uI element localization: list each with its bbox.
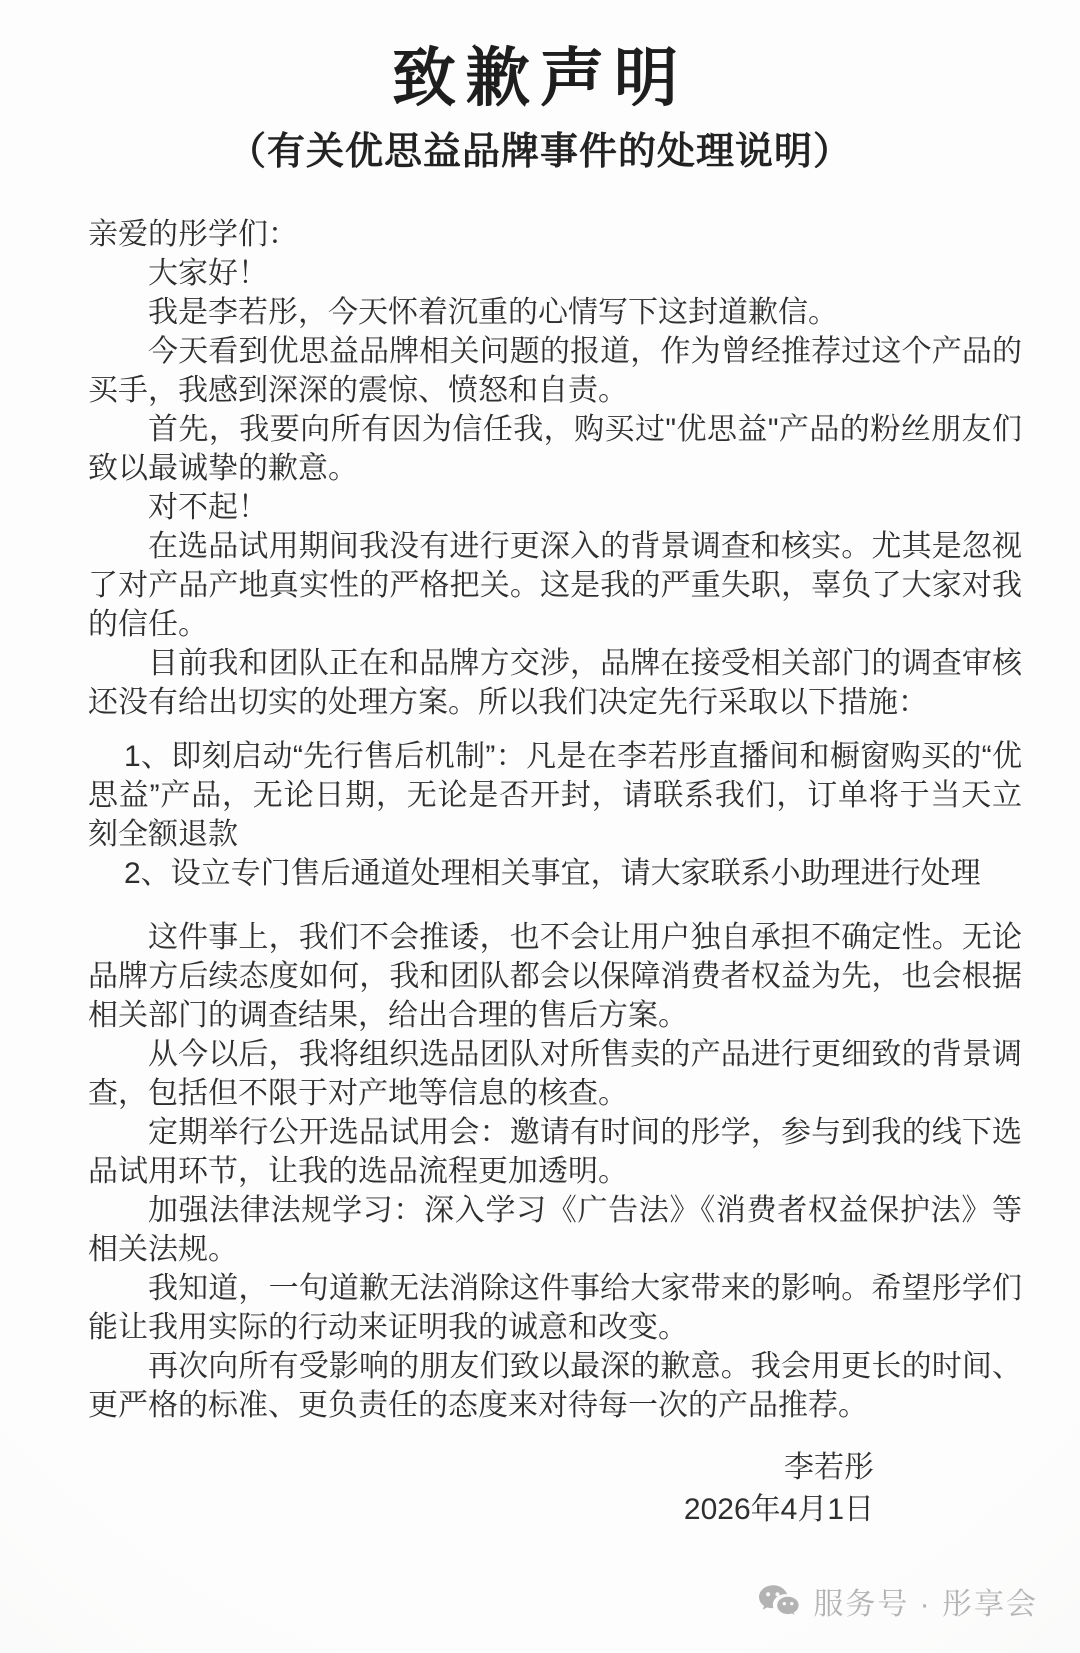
letter-paragraph-2: 我是李若彤，今天怀着沉重的心情写下这封道歉信。 — [148, 296, 838, 330]
letter-paragraph-4: 首先，我要向所有因为信任我，购买过"优思益"产品的粉丝朋友们致以最诚挚的歉意。 — [88, 413, 1022, 486]
letter-paragraph-5: 对不起！ — [148, 491, 268, 525]
document-header — [0, 0, 1080, 175]
letter-paragraph-7: 目前我和团队正在和品牌方交涉，品牌在接受相关部门的调查审核还没有给出切实的处理方案。所以我们决定先行采取以下措施： — [88, 647, 1022, 720]
letter-paragraph-6: 在选品试用期间我没有进行更深入的背景调查和核实。尤其是忽视了对产品产地真实性的严格把关。这是我的严重失职，辜负了大家对我的信任。 — [88, 530, 1022, 642]
closing-section — [88, 918, 1022, 1425]
footer-account-label: 服务号 · 彤享会 — [813, 1588, 1038, 1621]
page-title: 致歉声明 — [392, 43, 688, 114]
wechat-icon — [757, 1583, 801, 1619]
letter-body — [0, 215, 1080, 1531]
letter-paragraph-3: 今天看到优思益品牌相关问题的报道，作为曾经推荐过这个产品的买手，我感到深深的震惊、愤怒和自责。 — [88, 335, 1022, 408]
page-subtitle: （有关优思益品牌事件的处理说明） — [227, 130, 852, 173]
salutation: 亲爱的彤学们： — [88, 218, 298, 252]
closing-paragraph-1: 这件事上，我们不会推诿，也不会让用户独自承担不确定性。无论品牌方后续态度如何，我和团队都会以保障消费者权益为先，也会根据相关部门的调查结果，给出合理的售后方案。 — [88, 921, 1022, 1033]
signature-name: 李若彤 — [784, 1451, 874, 1485]
closing-paragraph-3: 定期举行公开选品试用会：邀请有时间的彤学，参与到我的线下选品试用环节，让我的选品流程更加透明。 — [88, 1116, 1022, 1189]
closing-paragraph-2: 从今以后，我将组织选品团队对所售卖的产品进行更细致的背景调查，包括但不限于对产地等信息的核查。 — [88, 1038, 1022, 1111]
measure-item-1: 1、即刻启动“先行售后机制”：凡是在李若彤直播间和橱窗购买的“优思益”产品，无论日期，无论是否开封，请联系我们，订单将于当天立刻全额退款 — [88, 740, 1022, 852]
signature-block — [88, 1447, 1022, 1531]
closing-paragraph-4: 加强法律法规学习：深入学习《广告法》《消费者权益保护法》等相关法规。 — [88, 1194, 1022, 1267]
footer-watermark — [757, 1579, 1038, 1623]
closing-paragraph-5: 我知道，一句道歉无法消除这件事给大家带来的影响。希望彤学们能让我用实际的行动来证明我的诚意和改变。 — [88, 1272, 1022, 1345]
measure-item-2: 2、设立专门售后通道处理相关事宜，请大家联系小助理进行处理 — [124, 857, 981, 891]
closing-paragraph-6: 再次向所有受影响的朋友们致以最深的歉意。我会用更长的时间、更严格的标准、更负责任的态度来对待每一次的产品推荐。 — [88, 1350, 1022, 1423]
letter-paragraph-1: 大家好！ — [148, 257, 268, 291]
signature-date: 2026年4月1日 — [683, 1493, 874, 1527]
measures-list — [88, 737, 1022, 893]
